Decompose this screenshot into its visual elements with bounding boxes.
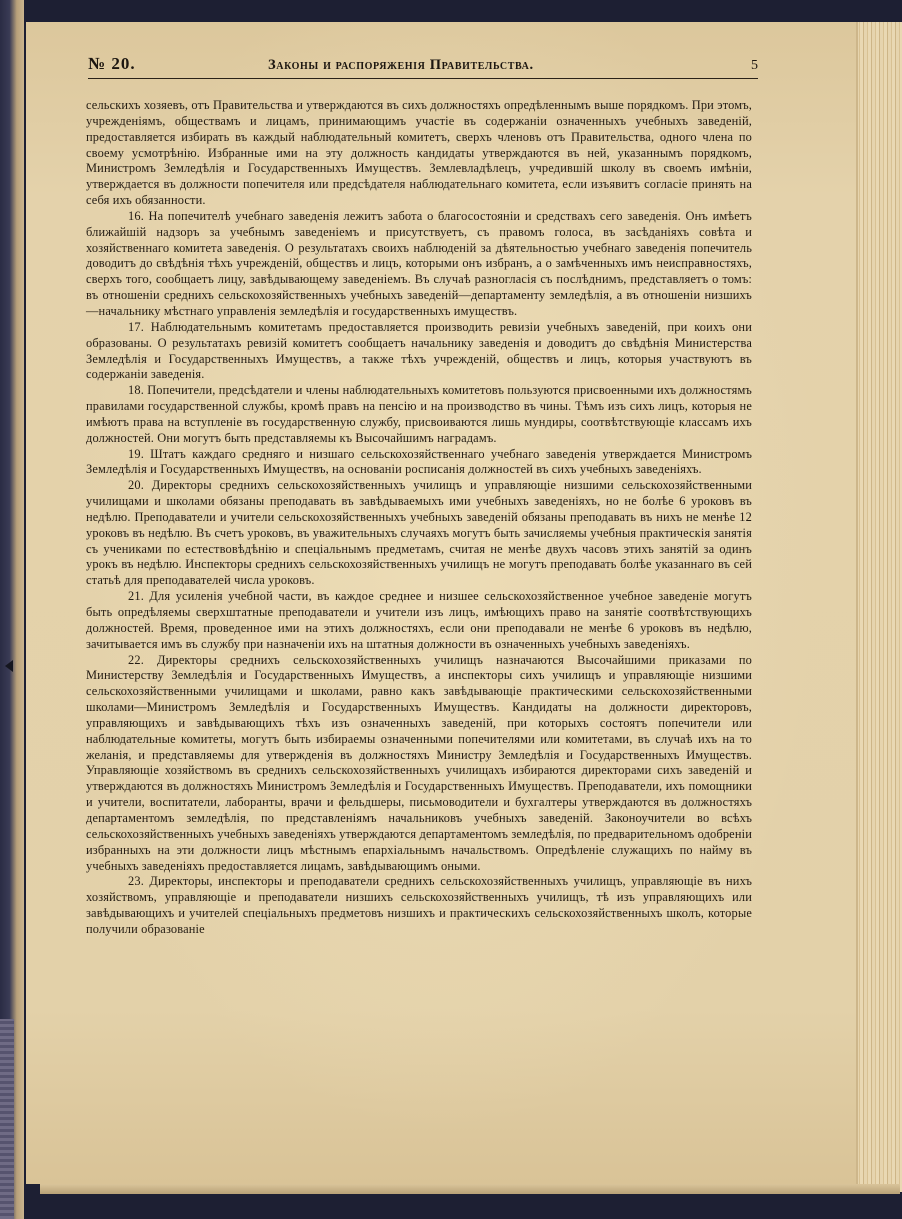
article-19: 19. Штатъ каждаго средняго и низшаго сельскохозяйственнаго учебнаго заведенія утверждается Министромъ Земледѣлія и Государственныхъ Имуществъ, на основаніи росписанія должностей въ сихъ учебныхъ заведеніяхъ.	[86, 446, 752, 477]
article-23: 23. Директоры, инспекторы и преподаватели среднихъ сельскохозяйственныхъ училищъ, управляющіе въ нихъ хозяйствомъ, управляющіе и преподаватели низшихъ сельскохозяйственныхъ училищъ, тѣ изъ управляющихъ или завѣдывающихъ и учителей спеціальныхъ предметовъ низшихъ и практическихъ сельскохозяйственныхъ школъ, которые получили образованіе	[86, 874, 752, 936]
spine-cloth	[0, 1019, 14, 1219]
issue-number: № 20.	[88, 54, 136, 73]
running-title: Законы и распоряженія Правительства.	[268, 57, 534, 73]
page-number: 5	[751, 58, 758, 73]
article-21: 21. Для усиленія учебной части, въ каждое среднее и низшее сельскохозяйственное учебное заведеніе могутъ быть опредѣляемы сверхштатные преподаватели и учители изъ лицъ, имѣющихъ право на занятіе соотвѣтствующихъ должностей. Время, проведенное ими на этихъ должностяхъ, если они преподавали не менѣе 6 уроковъ въ недѣлю, зачитывается имъ въ службу при назначеніи ихъ на штатныя должности въ означенныхъ учебныхъ заведеніяхъ.	[86, 589, 752, 651]
body-text	[86, 98, 752, 938]
page-header	[88, 48, 758, 79]
article-17: 17. Наблюдательнымъ комитетамъ предоставляется производить ревизіи учебныхъ заведеній, при коихъ они образованы. О результатахъ ревизій комитетъ сообщаетъ начальнику заведенія и доводитъ до свѣдѣнія Министерства Земледѣлія и Государственныхъ Имуществъ, а также тѣхъ учрежденій, обществъ и лицъ, которыя участвуютъ въ содержаніи заведенія.	[86, 319, 752, 382]
article-18: 18. Попечители, предсѣдатели и члены наблюдательныхъ комитетовъ пользуются присвоенными ихъ должностямъ правилами государственной службы, кромѣ правъ на пенсію и на производство въ чины. Тѣмъ изъ сихъ лицъ, которыя не имѣютъ права на вступленіе въ государственную службу, присвоиваются лишь мундиры, соотвѣтствующіе классамъ ихъ должностей. Они могутъ быть представляемы къ Высочайшимъ наградамъ.	[86, 383, 752, 445]
paragraph-continuation: сельскихъ хозяевъ, отъ Правительства и утверждаются въ сихъ должностяхъ опредѣленнымъ выше порядкомъ. При этомъ, учрежденіямъ, обществамъ и лицамъ, принимающимъ участіе въ содержаніи означенныхъ учебныхъ заведеній, предоставляется избирать въ каждый наблюдательный комитетъ, сверхъ членовъ отъ Правительства, одного члена по своему усмотрѣнію. Избранные ими на эту должность кандидаты утверждаются въ ней, указаннымъ порядкомъ, Министромъ Земледѣлія и Государственныхъ Имуществъ. Землевладѣлецъ, учредившій школу въ своемъ имѣніи, утверждается въ должности попечителя или предсѣдателя наблюдательнаго комитета, если изъявитъ согласіе принять на себя ихъ обязанности.	[86, 98, 752, 208]
article-16: 16. На попечителѣ учебнаго заведенія лежитъ забота о благосостояніи и средствахъ сего заведенія. Онъ имѣетъ ближайшій надзоръ за учебнымъ заведеніемъ и присутствуетъ, съ правомъ голоса, въ засѣданіяхъ совѣта и хозяйственнаго комитета заведенія. О результатахъ своихъ наблюденій за дѣятельностью учебнаго заведенія попечитель доводитъ до свѣдѣнія тѣхъ учрежденій, обществъ и лицъ, которыми онъ избранъ, а о замѣченныхъ имъ неисправностяхъ, сверхъ того, сообщаетъ лицу, завѣдывающему заведеніемъ. Въ случаѣ разногласія съ послѣднимъ, представляетъ о томъ: въ отношеніи среднихъ сельскохозяйственныхъ учебныхъ заведеній—департаменту земледѣлія, а въ отношеніи низшихъ—начальнику мѣстнаго управленія земледѣлія и государственныхъ имуществъ.	[86, 208, 752, 318]
article-20: 20. Директоры среднихъ сельскохозяйственныхъ училищъ и управляющіе низшими сельскохозяйственными училищами и школами обязаны преподавать въ завѣдываемыхъ ими учебныхъ заведеніяхъ, но не болѣе 6 уроковъ въ недѣлю. Преподаватели и учители сельскохозяйственныхъ учебныхъ заведеній обязаны преподавать въ нихъ не менѣе 12 уроковъ въ недѣлю. Въ счетъ уроковъ, въ уважительныхъ случаяхъ могутъ быть зачисляемы учебныя практическія занятія съ учениками по естествовѣдѣнію и спеціальнымъ предметамъ, считая не менѣе двухъ часовъ этихъ занятій за одинъ урокъ въ недѣлю. Инспекторы среднихъ сельскохозяйственныхъ училищъ не могутъ преподавать болѣе указаннаго въ сей статьѣ для преподавателей числа уроковъ.	[86, 478, 752, 588]
page-edges	[856, 22, 902, 1192]
bottom-edge	[40, 1184, 900, 1194]
page-marker-arrow	[5, 660, 13, 672]
article-22: 22. Директоры среднихъ сельскохозяйственныхъ училищъ назначаются Высочайшими приказами по Министерству Земледѣлія и Государственныхъ Имуществъ, а инспекторы сихъ училищъ и управляющіе низшими сельскохозяйственными училищами и школами, равно какъ завѣдывающіе практическими сельскохозяйственными школами—Министромъ Земледѣлія и Государственныхъ Имуществъ. Кандидаты на должности директоровъ, управляющихъ и завѣдывающихъ тѣхъ изъ означенныхъ заведеній, при которыхъ состоятъ попечители или наблюдательные комитеты, могутъ быть избираемы означенными попечителями или комитетами, въ случаѣ ихъ на то желанія, и представляемы для утвержденія въ должностяхъ Министру Земледѣлія и Государственныхъ Имуществъ. Управляющіе хозяйствомъ въ среднихъ сельскохозяйственныхъ училищахъ избираются директорами сихъ заведеній и утверждаются въ должностяхъ Министромъ Земледѣлія и Государственныхъ Имуществъ. Преподаватели, ихъ помощники и учители, воспитатели, лаборанты, врачи и фельдшеры, письмоводители и бухгалтеры утверждаются въ должностяхъ департаментомъ земледѣлія, по представленіямъ начальниковъ учебныхъ заведеній. Законоучители во всѣхъ сельскохозяйственныхъ учебныхъ заведеніяхъ утверждаются департаментомъ земледѣлія, по предварительномъ одобреніи избранныхъ на эти должности лицъ мѣстнымъ епархіальнымъ начальствомъ. Опредѣленіе служащихъ по найму въ учебныхъ заведеніяхъ предоставляется лицамъ, завѣдывающимъ оными.	[86, 652, 752, 873]
